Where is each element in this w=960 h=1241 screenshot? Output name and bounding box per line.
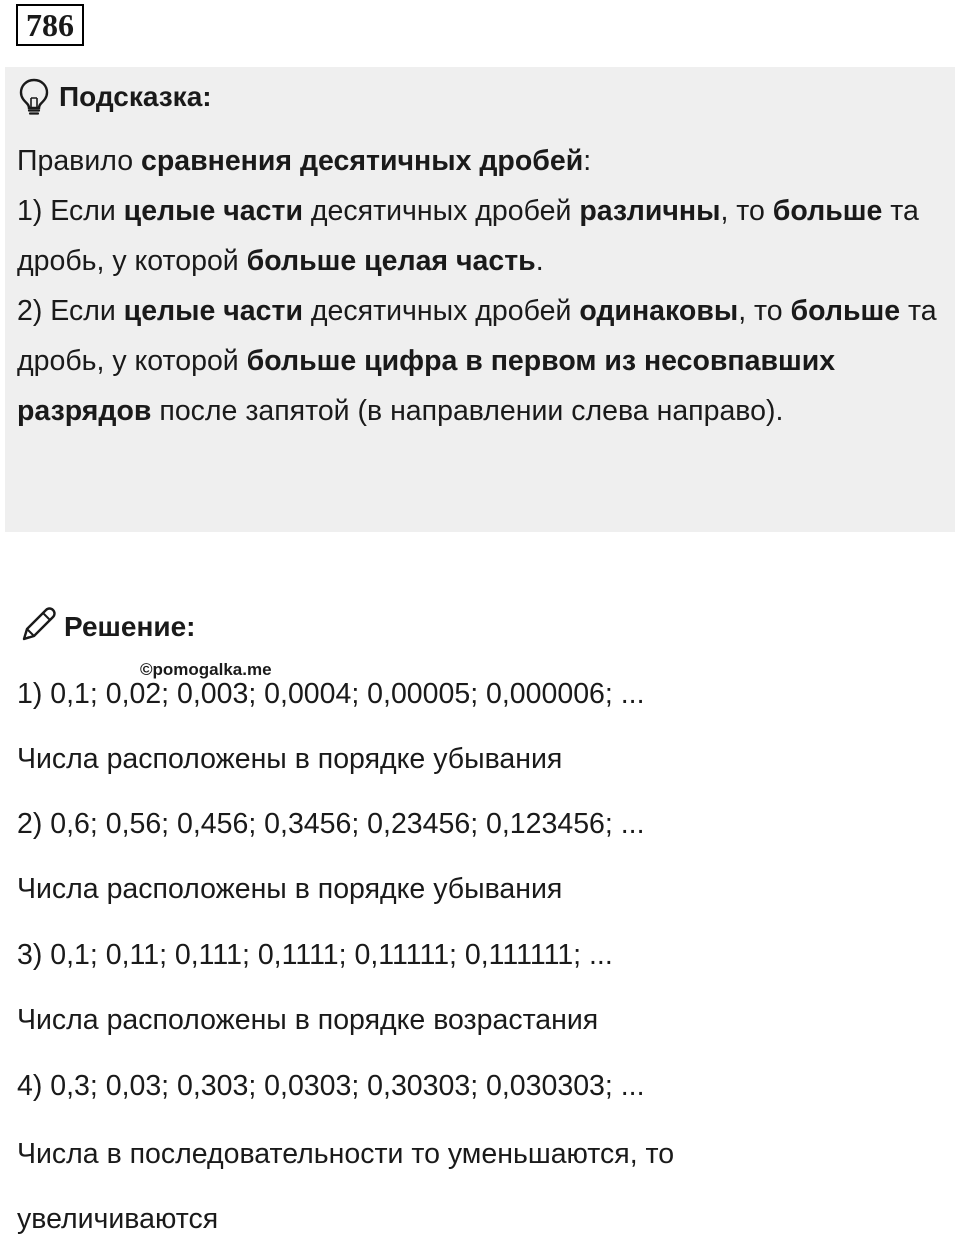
solution-line-5: 3) 0,1; 0,11; 0,111; 0,1111; 0,11111; 0,111111; ...	[17, 939, 613, 971]
lightbulb-icon	[19, 78, 49, 116]
solution-line-1: 1) 0,1; 0,02; 0,003; 0,0004; 0,00005; 0,000006; ...	[17, 678, 645, 710]
rule-1: 1) Если целые части десятичных дробей различны, то больше та дробь, у которой больше целая часть.	[17, 195, 919, 277]
solution-line-7: 4) 0,3; 0,03; 0,303; 0,0303; 0,30303; 0,030303; ...	[17, 1070, 645, 1102]
hint-header	[19, 77, 212, 117]
rule-intro: Правило сравнения десятичных дробей:	[17, 145, 592, 177]
task-number: 786	[16, 4, 84, 46]
solution-line-9: увеличиваются	[17, 1203, 219, 1235]
solution-line-2: Числа расположены в порядке убывания	[17, 743, 563, 775]
watermark: ©pomogalka.me	[140, 660, 272, 679]
hint-text	[17, 136, 947, 436]
solution-line-8: Числа в последовательности то уменьшаются, то	[17, 1138, 675, 1170]
solution-line-4: Числа расположены в порядке убывания	[17, 873, 563, 905]
rule-2: 2) Если целые части десятичных дробей одинаковы, то больше та дробь, у которой больше цифра в первом из несовпавших разрядов после запятой (в направлении слева направо).	[17, 295, 937, 427]
hint-box	[5, 67, 955, 532]
solution-title: Решение:	[64, 611, 196, 642]
solution-line-6: Числа расположены в порядке возрастания	[17, 1004, 599, 1036]
pencil-icon	[18, 605, 58, 650]
hint-title: Подсказка:	[59, 81, 212, 112]
solution-line-3: 2) 0,6; 0,56; 0,456; 0,3456; 0,23456; 0,123456; ...	[17, 808, 645, 840]
solution-header	[18, 605, 195, 649]
